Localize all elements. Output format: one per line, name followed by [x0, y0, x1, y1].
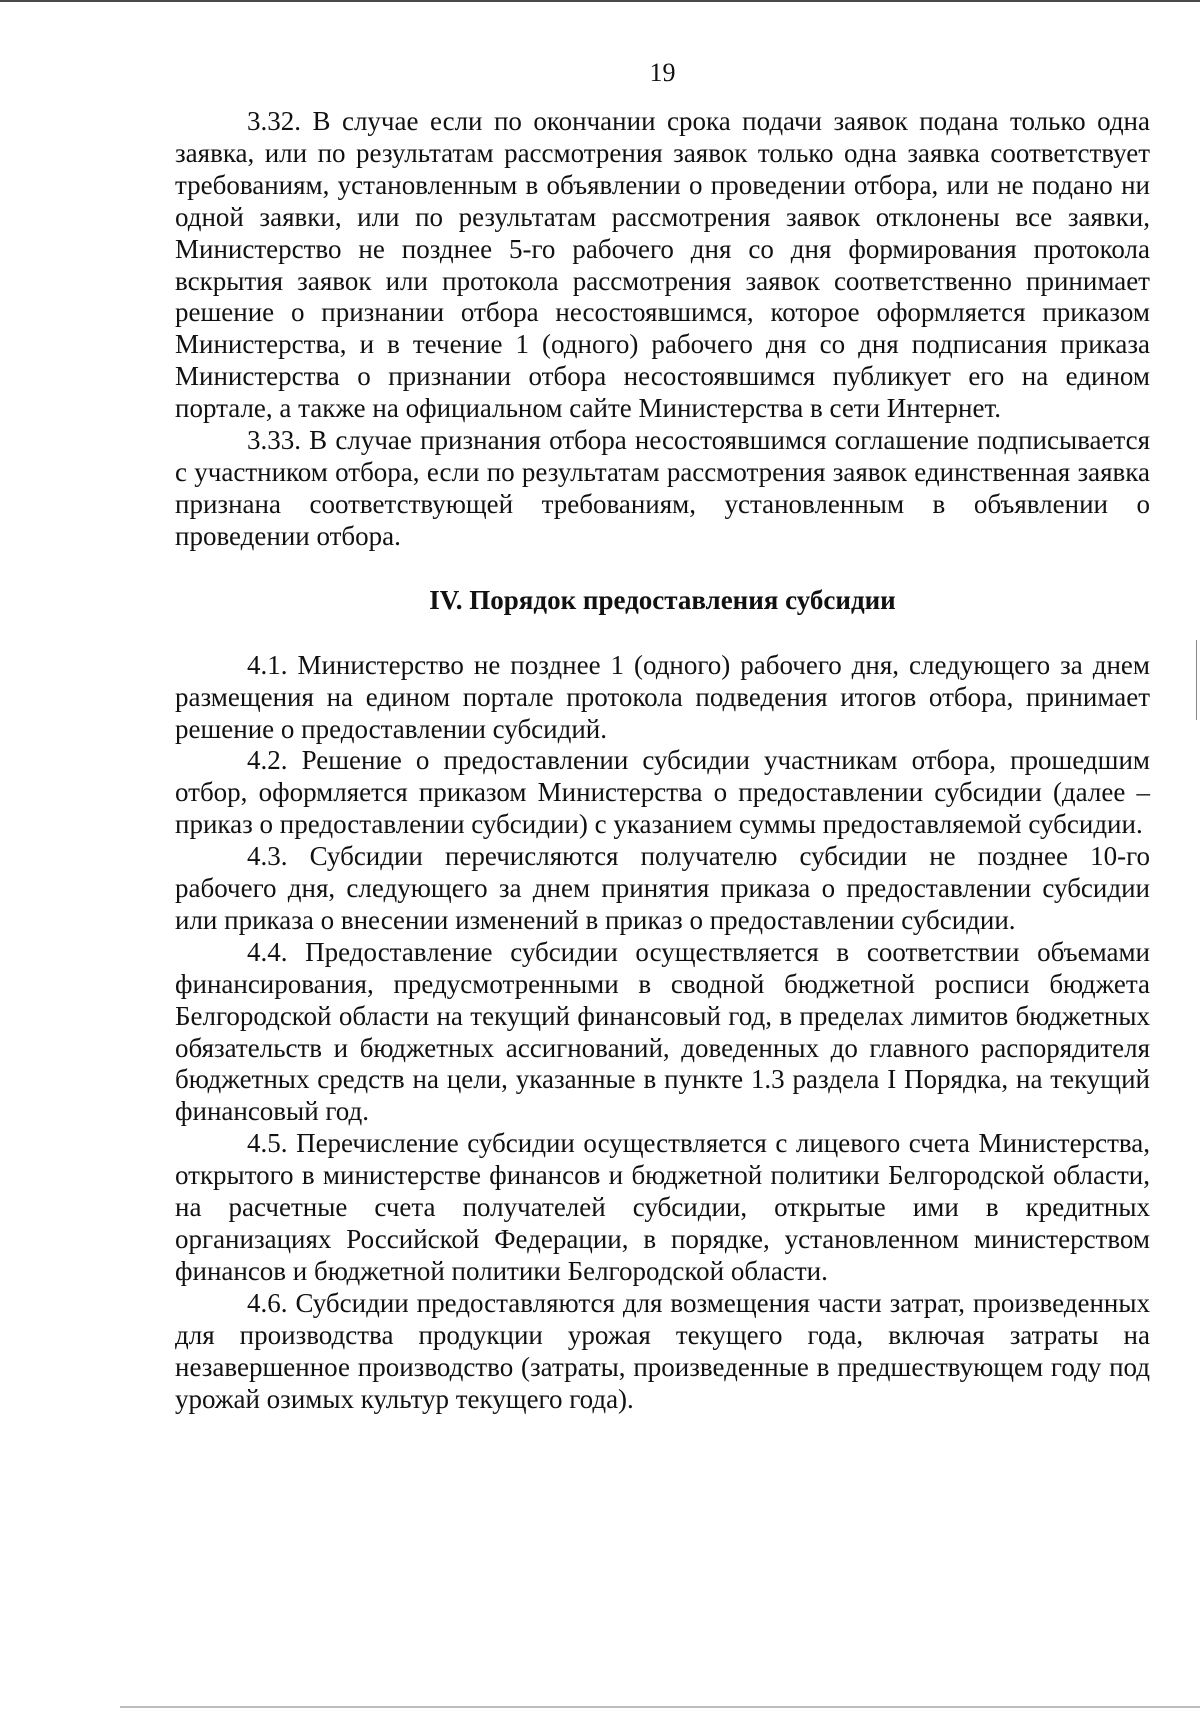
paragraph-4-4: 4.4. Предоставление субсидии осуществляется в соответствии объемами финансирования, предусмотренными в сводной бюджетной росписи бюджета Белгородской области на текущий финансовый год, в пределах лимитов бюджетных обязательств и бюджетных ассигнований, доведенных до главного распорядителя бюджетных средств на цели, указанные в пункте 1.3 раздела I Порядка, на текущий финансовый год.	[175, 936, 1150, 1127]
scan-edge-right	[1196, 640, 1197, 720]
paragraph-4-5: 4.5. Перечисление субсидии осуществляется с лицевого счета Министерства, открытого в министерстве финансов и бюджетной политики Белгородской области, на расчетные счета получателей субсидии, открытые ими в кредитных организациях Российской Федерации, в порядке, установленном министерством финансов и бюджетной политики Белгородской области.	[175, 1128, 1150, 1286]
page-number: 19	[649, 58, 676, 87]
paragraph-3-32: 3.32. В случае если по окончании срока подачи заявок подана только одна заявка, или по результатам рассмотрения заявок только одна заявка соответствует требованиям, установленным в объявлении о проведении отбора, или не подано ни одной заявки, или по результатам рассмотрения заявок отклонены все заявки, Министерство не позднее 5-го рабочего дня со дня формирования протокола вскрытия заявок или протокола рассмотрения заявок соответственно принимает решение о признании отбора несостоявшимся, которое оформляется приказом Министерства, и в течение 1 (одного) рабочего дня со дня подписания приказа Министерства о признании отбора несостоявшимся публикует его на едином портале, а также на официальном сайте Министерства в сети Интернет.	[175, 106, 1150, 424]
section-heading: IV. Порядок предоставления субсидии	[429, 584, 896, 615]
paragraph-4-6: 4.6. Субсидии предоставляются для возмещения части затрат, произведенных для производства продукции урожая текущего года, включая затраты на незавершенное производство (затраты, произведенные в предшествующем году под урожай озимых культур текущего года).	[175, 1287, 1150, 1414]
paragraph-4-2: 4.2. Решение о предоставлении субсидии участникам отбора, прошедшим отбор, оформляется приказом Министерства о предоставлении субсидии (далее – приказ о предоставлении субсидии) с указанием суммы предоставляемой субсидии.	[175, 745, 1150, 840]
scan-edge-bottom	[120, 1706, 1200, 1708]
scan-edge-top	[0, 0, 1200, 2]
paragraph-3-33: 3.33. В случае признания отбора несостоявшимся соглашение подписывается с участником отбора, если по результатам рассмотрения заявок единственная заявка признана соответствующей требованиям, установленным в объявлении о проведении отбора.	[175, 425, 1150, 551]
paragraph-4-1: 4.1. Министерство не позднее 1 (одного) рабочего дня, следующего за днем размещения на едином портале протокола подведения итогов отбора, принимает решение о предоставлении субсидий.	[175, 649, 1150, 744]
document-page	[175, 58, 1150, 1415]
paragraph-4-3: 4.3. Субсидии перечисляются получателю субсидии не позднее 10-го рабочего дня, следующего за днем принятия приказа о предоставлении субсидии или приказа о внесении изменений в приказ о предоставлении субсидии.	[175, 841, 1150, 935]
